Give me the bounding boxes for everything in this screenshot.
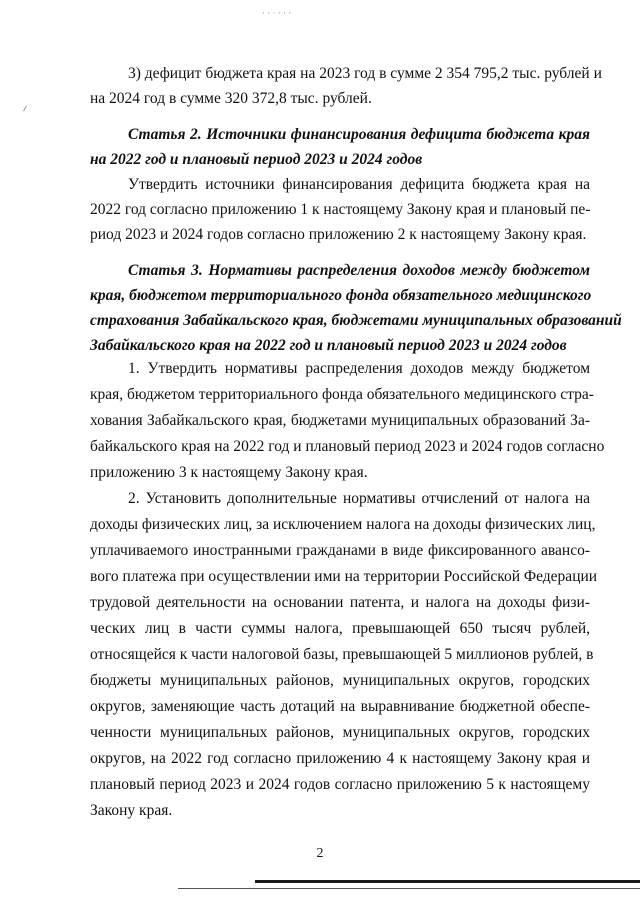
article-3-item-2-line-6: ческих лиц в части суммы налога, превышающей 650 тысяч рублей, [90,620,590,637]
scan-edge-bar [255,880,640,883]
article-3-heading-line-3: страхования Забайкальского края, бюджетами муниципальных образований [90,312,622,329]
scan-mark [23,106,27,112]
article-3-item-2-line-9: округов, заменяющие часть дотаций на выравнивание бюджетной обеспе- [90,698,590,715]
article-3-heading-line-4: Забайкальского края на 2022 год и плановый период 2023 и 2024 годов [90,337,567,354]
article-3-item-2-line-10: ченности муниципальных районов, муниципальных округов, городских [90,724,590,741]
deficit-item-3-line-2: на 2024 год в сумме 320 372,8 тыс. рублей. [90,90,372,107]
page-number: 2 [316,846,324,861]
article-3-item-2-line-3: уплачиваемого иностранными гражданами в виде фиксированного авансо- [90,542,590,559]
article-3-item-1-line-2: края, бюджетом территориального фонда обязательного медицинского стра- [90,386,594,403]
article-3-heading-line-2: края, бюджетом территориального фонда обязательного медицинского [90,287,592,304]
article-3-item-2-line-13: Закону края. [90,802,173,819]
scan-speck: · · · · · · [262,8,292,18]
article-3-item-2-line-7: относящейся к части налоговой базы, превышающей 5 миллионов рублей, в [90,646,594,663]
article-2-text-line-2: 2022 год согласно приложению 1 к настоящему Закону края и плановый пе- [90,201,591,218]
article-3-item-2-line-5: трудовой деятельности на основании патента, и налога на доходы физи- [90,594,590,611]
deficit-item-3-line-1: 3) дефицит бюджета края на 2023 год в сумме 2 354 795,2 тыс. рублей и [128,65,602,82]
article-3-item-1-line-4: байкальского края на 2022 год и плановый период 2023 и 2024 годов согласно [90,438,605,455]
scan-edge-line [178,888,640,889]
article-3-item-1-line-3: хования Забайкальского края, бюджетами муниципальных образований За- [90,412,590,429]
article-3-heading-line-1: Статья 3. Нормативы распределения доходов между бюджетом [128,262,590,279]
article-2-text-line-1: Утвердить источники финансирования дефицита бюджета края на [128,176,590,193]
article-3-item-2-line-4: вого платежа при осуществлении ими на территории Российской Федерации [90,568,598,585]
article-3-item-2-line-1: 2. Установить дополнительные нормативы отчислений от налога на [128,490,590,507]
article-2-heading-line-1: Статья 2. Источники финансирования дефицита бюджета края [128,126,590,143]
article-2-heading-line-2: на 2022 год и плановый период 2023 и 2024 годов [90,151,423,168]
article-3-item-2-line-11: округов, на 2022 год согласно приложению 4 к настоящему Закону края и [90,750,590,767]
article-3-item-2-line-2: доходы физических лиц, за исключением налога на доходы физических лиц, [90,516,596,533]
article-3-item-2-line-12: плановый период 2023 и 2024 годов согласно приложению 5 к настоящему [90,776,590,793]
article-3-item-1-line-5: приложению 3 к настоящему Закону края. [90,464,368,481]
article-2-text-line-3: риод 2023 и 2024 годов согласно приложению 2 к настоящему Закону края. [90,226,587,243]
article-3-item-1-line-1: 1. Утвердить нормативы распределения доходов между бюджетом [128,360,590,377]
article-3-item-2-line-8: бюджеты муниципальных районов, муниципальных округов, городских [90,672,590,689]
